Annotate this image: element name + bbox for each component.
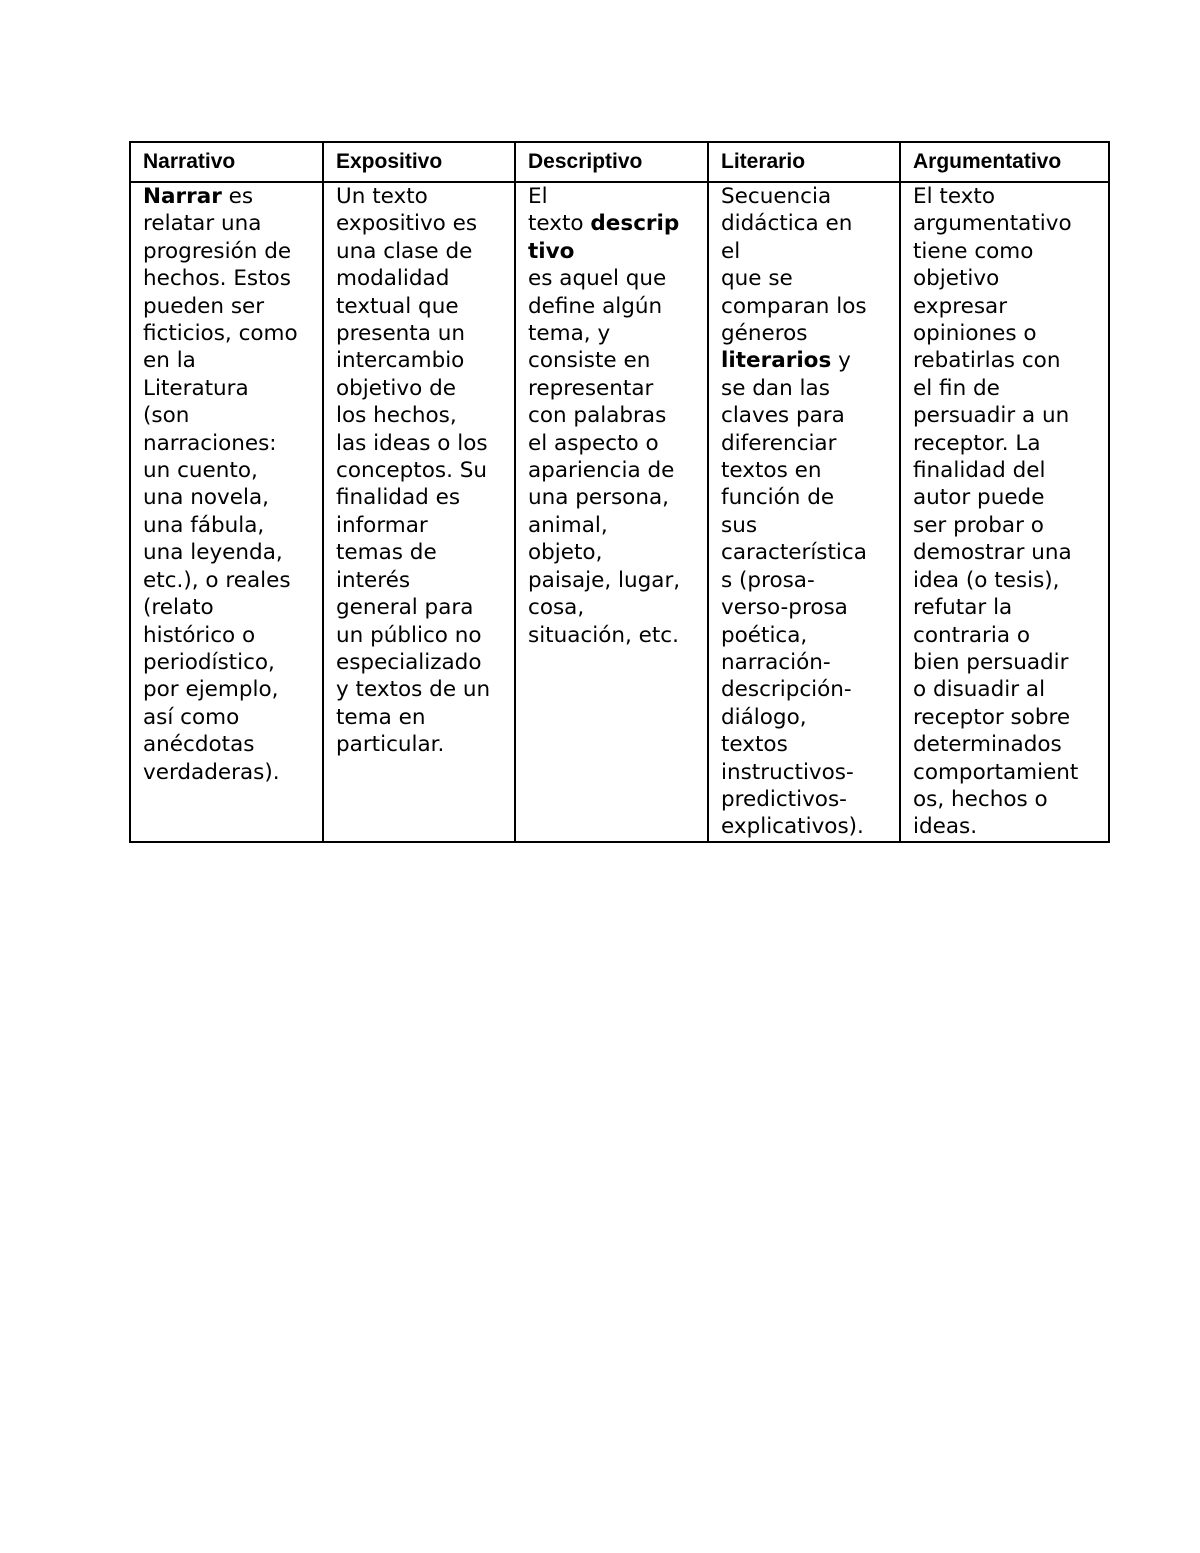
header-descriptivo: Descriptivo (515, 142, 708, 182)
text-run: apariencia de (528, 458, 675, 484)
text-run: se dan las (721, 375, 830, 401)
text-run: objetivo (913, 266, 1000, 292)
cell-text-line (528, 238, 704, 265)
text-run: idea (o tesis), (913, 567, 1060, 593)
text-run: El texto (913, 184, 995, 209)
cell-text-line (528, 347, 704, 374)
cell-text-line (336, 622, 511, 649)
cell-text-line (143, 704, 319, 731)
cell-text-line (528, 210, 704, 237)
text-run: una fábula, (143, 512, 265, 538)
cell-text-line (913, 238, 1105, 265)
text-run: opiniones o (913, 321, 1037, 347)
text-run: y textos de un (336, 677, 491, 703)
text-run: conceptos. Su (336, 458, 488, 484)
text-run: una novela, (143, 485, 269, 511)
text-run: finalidad del (913, 458, 1046, 484)
text-run: verdaderas). (143, 759, 280, 785)
text-run: comparan los (721, 293, 867, 319)
text-run: descripción- (721, 677, 852, 703)
text-run: intercambio (336, 348, 465, 374)
text-run: (relato (143, 595, 214, 621)
text-run: argumentativo (913, 211, 1072, 237)
text-run: así como (143, 704, 240, 730)
header-narrativo: Narrativo (130, 142, 323, 182)
text-run: textos (721, 732, 788, 758)
text-run: claves para (721, 403, 845, 429)
cell-text-line (143, 567, 319, 594)
cell-text-line (721, 567, 896, 594)
cell-text-line (721, 676, 896, 703)
cell-text-line (913, 457, 1105, 484)
text-run: presenta un (336, 321, 465, 347)
text-run: interés (336, 567, 411, 593)
text-run: hechos. Estos (143, 266, 291, 292)
text-run: ficticios, como (143, 321, 298, 347)
text-run: función de (721, 485, 835, 511)
cell-text-line (336, 238, 511, 265)
text-run: tema en (336, 704, 426, 730)
cell-text-line (336, 347, 511, 374)
cell-argumentativo (900, 182, 1109, 842)
text-run: informar (336, 512, 428, 538)
cell-text-line (913, 813, 1105, 840)
text-run: instructivos- (721, 759, 854, 785)
cell-expositivo (323, 182, 515, 842)
cell-text-line (336, 402, 511, 429)
text-run: s (prosa- (721, 567, 815, 593)
text-run: situación, etc. (528, 622, 679, 648)
cell-text-line (143, 649, 319, 676)
cell-text-line (913, 375, 1105, 402)
cell-text-line (143, 320, 319, 347)
cell-text-line (913, 622, 1105, 649)
cell-text-line (913, 704, 1105, 731)
cell-text-line (721, 594, 896, 621)
cell-text-line (913, 265, 1105, 292)
text-run: texto (528, 211, 591, 237)
cell-text-line (143, 622, 319, 649)
cell-descriptivo (515, 182, 708, 842)
cell-text-line (913, 759, 1105, 786)
cell-text-line (143, 293, 319, 320)
text-run: expositivo es (336, 211, 478, 237)
cell-text-line (721, 347, 896, 374)
text-run: Secuencia (721, 184, 832, 209)
cell-text-line (336, 512, 511, 539)
cell-text-line (528, 484, 704, 511)
text-run: o disuadir al (913, 677, 1046, 703)
cell-text-line (528, 265, 704, 292)
text-run: el aspecto o (528, 430, 659, 456)
text-run: temas de (336, 540, 437, 566)
text-run: una clase de (336, 238, 473, 264)
cell-text-line (721, 265, 896, 292)
text-run: relatar una (143, 211, 262, 237)
text-run: refutar la (913, 595, 1013, 621)
text-run: un público no (336, 622, 482, 648)
text-run: consiste en (528, 348, 651, 374)
cell-text-line (336, 210, 511, 237)
cell-text-line (721, 484, 896, 511)
table-header-row (130, 142, 1109, 182)
text-run: una leyenda, (143, 540, 283, 566)
text-run: objetivo de (336, 375, 456, 401)
text-run: en la (143, 348, 196, 374)
text-run: general para (336, 595, 474, 621)
cell-text-line (913, 731, 1105, 758)
bold-text-run: descrip (590, 211, 680, 237)
text-run: textos en (721, 458, 822, 484)
text-run: que se (721, 266, 793, 292)
cell-text-line (913, 786, 1105, 813)
text-run: periodístico, (143, 649, 275, 675)
text-run: determinados (913, 732, 1062, 758)
text-run: explicativos). (721, 814, 864, 840)
cell-text-line (913, 210, 1105, 237)
text-run: (son (143, 403, 190, 429)
cell-text-line (913, 594, 1105, 621)
cell-text-line (336, 704, 511, 731)
cell-text-line (528, 594, 704, 621)
cell-text-line (336, 265, 511, 292)
cell-text-line (143, 375, 319, 402)
cell-text-line (721, 539, 896, 566)
text-run: cosa, (528, 595, 585, 621)
cell-text-line (336, 649, 511, 676)
text-run: diálogo, (721, 704, 807, 730)
text-run: géneros (721, 321, 808, 347)
text-run: narración- (721, 649, 831, 675)
text-types-table (129, 141, 1110, 843)
cell-text-line (143, 676, 319, 703)
text-run: tema, y (528, 321, 611, 347)
text-run: expresar (913, 293, 1008, 319)
text-run: es (221, 184, 254, 209)
text-run: especializado (336, 649, 482, 675)
text-run: receptor sobre (913, 704, 1071, 730)
cell-text-line (528, 457, 704, 484)
text-run: con palabras (528, 403, 667, 429)
text-run: verso-prosa (721, 595, 848, 621)
text-run: histórico o (143, 622, 256, 648)
header-argumentativo: Argumentativo (900, 142, 1109, 182)
cell-text-line (336, 183, 511, 210)
text-run: las ideas o los (336, 430, 488, 456)
text-run: receptor. La (913, 430, 1041, 456)
cell-text-line (336, 484, 511, 511)
text-run: didáctica en (721, 211, 853, 237)
text-run: sus (721, 512, 758, 538)
cell-text-line (528, 402, 704, 429)
text-run: particular. (336, 732, 445, 758)
cell-text-line (913, 649, 1105, 676)
cell-text-line (143, 759, 319, 786)
text-run: una persona, (528, 485, 669, 511)
text-run: progresión de (143, 238, 292, 264)
cell-text-line (143, 238, 319, 265)
cell-text-line (143, 512, 319, 539)
cell-text-line (143, 210, 319, 237)
cell-text-line (528, 512, 704, 539)
cell-text-line (721, 320, 896, 347)
bold-text-run: Narrar (143, 184, 222, 209)
cell-text-line (913, 512, 1105, 539)
cell-text-line (721, 430, 896, 457)
text-run: los hechos, (336, 403, 457, 429)
text-run: predictivos- (721, 786, 847, 812)
bold-text-run: literarios (721, 348, 832, 374)
text-run: objeto, (528, 540, 603, 566)
cell-text-line (528, 567, 704, 594)
cell-text-line (143, 594, 319, 621)
text-run: comportamient (913, 759, 1079, 785)
text-run: bien persuadir (913, 649, 1069, 675)
text-run: El (528, 184, 548, 209)
text-run: un cuento, (143, 458, 258, 484)
text-run: diferenciar (721, 430, 837, 456)
text-run: finalidad es (336, 485, 461, 511)
cell-narrativo (130, 182, 323, 842)
cell-text-line (721, 293, 896, 320)
cell-text-line (721, 210, 896, 237)
cell-text-line (913, 567, 1105, 594)
header-expositivo: Expositivo (323, 142, 515, 182)
text-run: Literatura (143, 375, 249, 401)
cell-text-line (143, 731, 319, 758)
text-run: el (721, 238, 741, 264)
cell-text-line (721, 704, 896, 731)
text-run: tiene como (913, 238, 1034, 264)
text-run: persuadir a un (913, 403, 1070, 429)
cell-text-line (528, 539, 704, 566)
cell-text-line (528, 320, 704, 347)
text-run: poética, (721, 622, 808, 648)
text-run: rebatirlas con (913, 348, 1061, 374)
text-run: narraciones: (143, 430, 277, 456)
cell-literario (708, 182, 900, 842)
cell-text-line (721, 183, 896, 210)
text-run: es aquel que (528, 266, 667, 292)
table-body-row (130, 182, 1109, 842)
cell-text-line (721, 238, 896, 265)
text-run: demostrar una (913, 540, 1072, 566)
cell-text-line (721, 375, 896, 402)
text-run: animal, (528, 512, 608, 538)
text-run: contraria o (913, 622, 1031, 648)
cell-text-line (336, 594, 511, 621)
cell-text-line (913, 402, 1105, 429)
cell-text-line (721, 649, 896, 676)
cell-text-line (143, 539, 319, 566)
cell-text-line (336, 539, 511, 566)
text-run: textual que (336, 293, 459, 319)
cell-text-line (721, 622, 896, 649)
cell-text-line (913, 347, 1105, 374)
cell-text-line (913, 539, 1105, 566)
cell-text-line (336, 430, 511, 457)
cell-text-line (913, 430, 1105, 457)
cell-text-line (143, 402, 319, 429)
text-run: representar (528, 375, 654, 401)
text-run: el fin de (913, 375, 1000, 401)
text-run: ser probar o (913, 512, 1044, 538)
cell-text-line (721, 759, 896, 786)
cell-text-line (336, 731, 511, 758)
cell-text-line (336, 676, 511, 703)
cell-text-line (721, 457, 896, 484)
cell-text-line (528, 430, 704, 457)
cell-text-line (913, 676, 1105, 703)
cell-text-line (143, 484, 319, 511)
text-run: modalidad (336, 266, 450, 292)
cell-text-line (913, 183, 1105, 210)
cell-text-line (721, 731, 896, 758)
cell-text-line (528, 622, 704, 649)
text-run: pueden ser (143, 293, 265, 319)
cell-text-line (143, 347, 319, 374)
text-run: define algún (528, 293, 663, 319)
cell-text-line (721, 813, 896, 840)
text-run: os, hechos o (913, 786, 1048, 812)
cell-text-line (913, 320, 1105, 347)
cell-text-line (528, 375, 704, 402)
cell-text-line (913, 293, 1105, 320)
text-run: por ejemplo, (143, 677, 279, 703)
text-run: y (831, 348, 851, 374)
text-run: Un texto (336, 184, 428, 209)
text-run: etc.), o reales (143, 567, 291, 593)
cell-text-line (528, 293, 704, 320)
cell-text-line (143, 430, 319, 457)
cell-text-line (336, 567, 511, 594)
cell-text-line (721, 786, 896, 813)
header-literario: Literario (708, 142, 900, 182)
cell-text-line (528, 183, 704, 210)
cell-text-line (721, 402, 896, 429)
cell-text-line (336, 457, 511, 484)
cell-text-line (336, 375, 511, 402)
cell-text-line (336, 320, 511, 347)
cell-text-line (721, 512, 896, 539)
text-run: característica (721, 540, 867, 566)
cell-text-line (913, 484, 1105, 511)
text-run: anécdotas (143, 732, 255, 758)
text-run: autor puede (913, 485, 1045, 511)
cell-text-line (143, 183, 319, 210)
cell-text-line (336, 293, 511, 320)
text-run: paisaje, lugar, (528, 567, 681, 593)
cell-text-line (143, 457, 319, 484)
bold-text-run: tivo (528, 238, 575, 264)
cell-text-line (143, 265, 319, 292)
text-run: ideas. (913, 814, 978, 840)
